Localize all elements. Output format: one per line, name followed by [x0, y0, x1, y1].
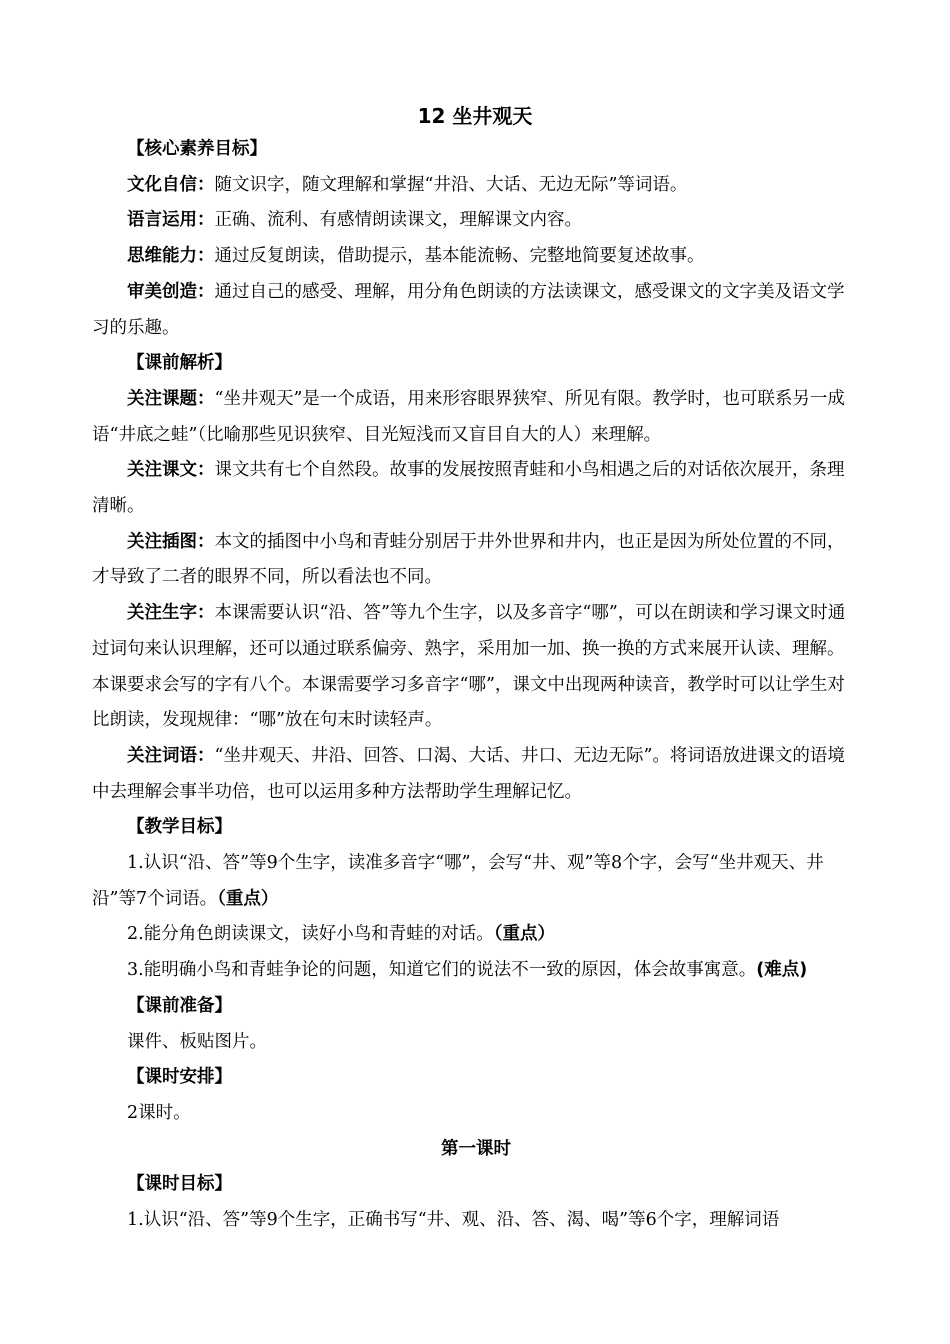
- analysis-item-text: “坐井观天”是一个成语，用来形容眼界狭窄、所见有限。教学时，也可联系另一成语“井底之蛙”（比喻那些见识狭窄、目光短浅而又盲目自大的人）来理解。: [92, 388, 845, 445]
- analysis-item-text: 本文的插图中小鸟和青蛙分别居于井外世界和井内，也正是因为所处位置的不同，才导致了二者的眼界不同，所以看法也不同。: [92, 531, 845, 588]
- core-item: [92, 168, 860, 204]
- section-heading-goals: 【教学目标】: [127, 817, 232, 838]
- schedule-text: 2课时。: [127, 1102, 191, 1123]
- analysis-item-label: 关注课题：: [127, 388, 215, 409]
- analysis-item: [92, 739, 860, 810]
- section-heading-lesson-goals: 【课时目标】: [127, 1174, 232, 1195]
- core-item-label: 语言运用：: [127, 210, 215, 231]
- core-item-label: 文化自信：: [127, 174, 215, 195]
- core-item-text: 正确、流利、有感情朗读课文，理解课文内容。: [214, 210, 582, 231]
- goal-item-text: 3.能明确小鸟和青蛙争论的问题，知道它们的说法不一致的原因，体会故事寓意。: [127, 960, 757, 981]
- page-title: 12 坐井观天: [417, 104, 533, 128]
- section-heading-core: 【核心素养目标】: [127, 139, 267, 159]
- goal-item: [92, 917, 860, 953]
- goal-item-tag: (难点): [756, 960, 808, 981]
- goal-item: [92, 846, 860, 917]
- core-item: [92, 203, 860, 239]
- core-item-text: 随文识字，随文理解和掌握“井沿、大话、无边无际”等词语。: [214, 174, 688, 195]
- analysis-item-label: 关注生字：: [127, 603, 215, 624]
- analysis-item: [92, 382, 860, 453]
- core-item: [92, 275, 860, 346]
- lesson-goal-item: 1.认识“沿、答”等9个生字，正确书写“井、观、沿、答、渴、喝”等6个字，理解词语: [127, 1210, 780, 1231]
- section-heading-schedule: 【课时安排】: [127, 1067, 232, 1088]
- core-item: [92, 239, 860, 275]
- analysis-item-label: 关注插图：: [127, 531, 215, 552]
- goal-item-text: 1.认识“沿、答”等9个生字，读准多音字“哪”，会写“井、观”等8个字，会写“坐井观天、井沿”等7个词语。: [92, 853, 824, 909]
- goal-item-text: 2.能分角色朗读课文，读好小鸟和青蛙的对话。: [127, 924, 494, 945]
- analysis-item-label: 关注课文：: [127, 460, 215, 481]
- core-item-text: 通过自己的感受、理解，用分角色朗读的方法读课文，感受课文的文字美及语文学习的乐趣。: [92, 281, 845, 338]
- analysis-item-text: 本课需要认识“沿、答”等九个生字，以及多音字“哪”，可以在朗读和学习课文时通过词句来认识理解，还可以通过联系偏旁、熟字，采用加一加、换一换的方式来展开认读、理解。本课要求会写的字有八个。本课需要学习多音字“哪”，课文中出现两种读音，教学时可以让学生对比朗读，发现规律：“哪”放在句末时读轻声。: [92, 603, 846, 731]
- section-heading-prep: 【课前准备】: [127, 995, 232, 1016]
- core-item-text: 通过反复朗读，借助提示，基本能流畅、完整地简要复述故事。: [214, 246, 705, 267]
- document-body: [92, 132, 860, 1239]
- core-item-label: 思维能力：: [127, 246, 215, 267]
- goal-item-tag: （重点）: [217, 888, 279, 909]
- section-heading-analysis: 【课前解析】: [127, 353, 232, 374]
- goal-item: [92, 953, 860, 989]
- goal-item-tag: （重点）: [493, 924, 555, 945]
- analysis-item-text: 课文共有七个自然段。故事的发展按照青蛙和小鸟相遇之后的对话依次展开，条理清晰。: [92, 460, 845, 517]
- core-item-label: 审美创造：: [127, 281, 215, 302]
- analysis-item: [92, 453, 860, 524]
- analysis-item-label: 关注词语：: [127, 745, 215, 766]
- analysis-item-text: “坐井观天、井沿、回答、口渴、大话、井口、无边无际”。将词语放进课文的语境中去理解会事半功倍，也可以运用多种方法帮助学生理解记忆。: [92, 745, 845, 802]
- analysis-item: [92, 596, 860, 739]
- lesson-title: 第一课时: [441, 1138, 511, 1159]
- analysis-item: [92, 525, 860, 596]
- prep-text: 课件、板贴图片。: [127, 1031, 267, 1052]
